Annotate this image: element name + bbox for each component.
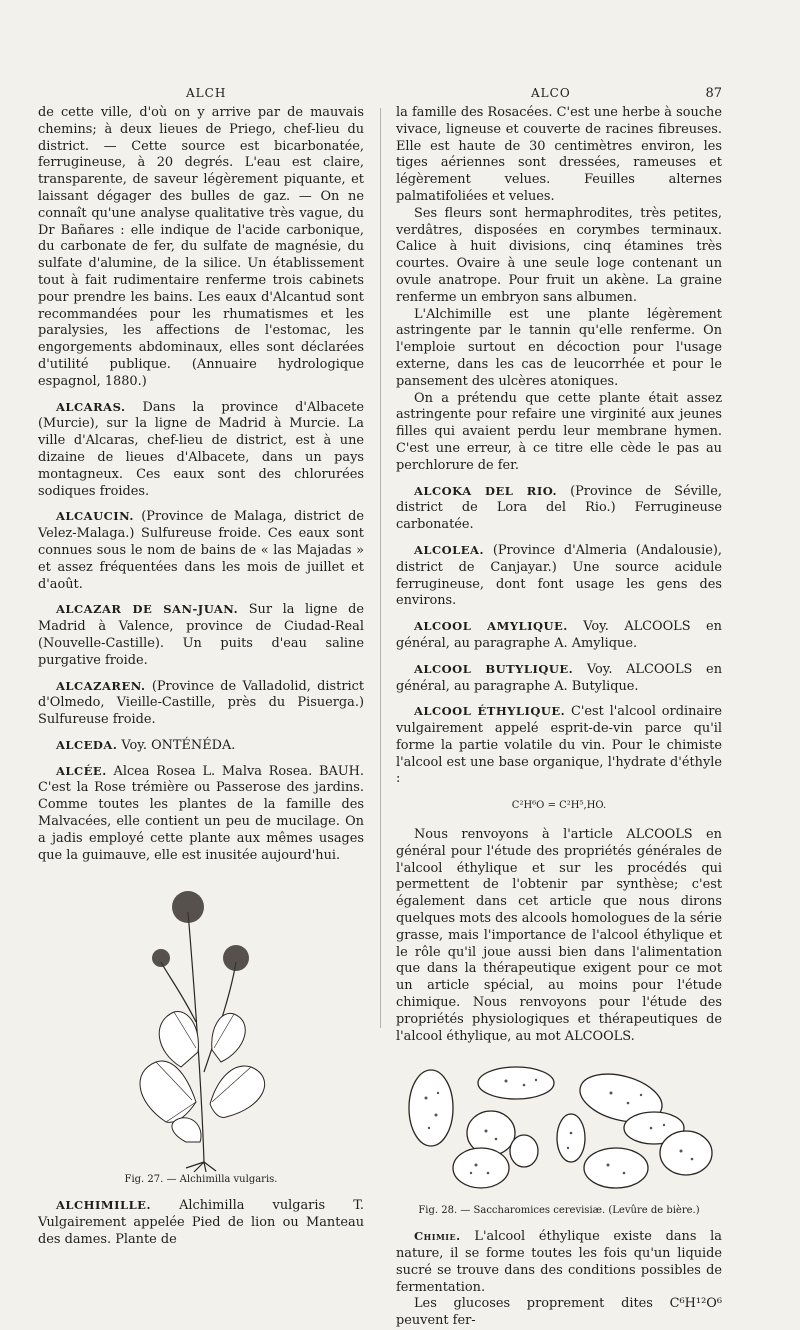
entry-alcool-amylique [396,618,722,653]
entry-term: ALCOLEA. [414,542,484,557]
final-line: Les glucoses proprement dites C⁶H¹²O⁶ peuvent fer- [396,1296,722,1329]
entry-term: ALCAZAR DE SAN-JUAN. [56,602,239,617]
entry-text: Voy. ALCOOLS en général, au paragraphe A. Butylique. [396,661,722,694]
entry-text: Voy. ONTÉNÉDA. [117,737,236,753]
entry-text: Alchimilla vulgaris T. Vulgairement appelée Pied de lion ou Manteau des dames. Plante de [38,1198,364,1247]
entry-term: ALCOOL BUTYLIQUE. [414,661,574,676]
entry-term: ALCÉE. [56,763,107,778]
entry-alcolea [396,542,722,610]
entry-text: (Province de Valladolid, district d'Olmedo, Vieille-Castille, près du Pisuerga.) Sulfureuse froide. [38,678,364,728]
entry-term: Chimie. [414,1229,461,1244]
entry-text: Voy. ALCOOLS en général, au paragraphe A. Amylique. [396,619,722,651]
entry-term: ALCEDA. [56,737,118,752]
paragraph: On a prétendu que cette plante était assez astringente pour refaire une virginité aux jeunes filles qui avaient perdu leur membrane hymen. C'est une erreur, à ce titre elle cède le pas au perchlorure de fer. [396,390,722,473]
running-header [38,84,722,106]
entry-alcool-ethylique [396,703,722,788]
entry-alcool-butylique [396,661,722,696]
paragraph-after-formula: Nous renvoyons à l'article ALCOOLS en général pour l'étude des propriétés générales de l'alcool éthylique et sur les procédés qui permettent de l'obtenir par synthèse; c'est également dans cet article que nous dirons quelques mots des alcools homologues de la série grasse, mais l'importance de l'alcool éthylique et le rôle qu'il joue aussi bien dans l'alimentation que dans la thérapeutique exigent pour ce mot un article spécial, au moins pour l'étude chimique. Nous renvoyons pour l'étude des propriétés physiologiques et thérapeutiques de l'alcool éthylique, au mot ALCOOLS. [396,827,722,1044]
header-right-word: ALCO [531,86,571,100]
entry-alcaras [38,399,364,501]
entry-text: (Province de Séville, district de Lora del Rio.) Ferrugineuse carbonatée. [396,483,722,533]
entry-chimie [396,1228,722,1296]
figure-saccharomyces [396,1053,722,1220]
entry-alcoka-del-rio [396,483,722,534]
paragraph: Ses fleurs sont hermaphrodites, très petites, verdâtres, disposées en corymbes terminaux. Calice à huit divisions, cinq étamines très courtes. Ovaire à une seule loge contenant un ovule anatrope. Pour fruit un akène. La graine renferme un embryon sans albumen. [396,205,722,305]
paragraph: L'Alchimille est une plante légèrement astringente par le tannin qu'elle renferme. On l'emploie surtout en décoction pour l'usage externe, dans les cas de leucorrhée et pour le pansement des ulcères atoniques. [396,306,722,389]
entry-term: ALCOOL ÉTHYLIQUE. [414,704,566,719]
right-column [396,105,722,1329]
entry-text: C'est l'alcool ordinaire vulgairement appelé esprit-de-vin parce qu'il forme la partie volatile du vin. Pour le chimiste l'alcool est une base organique, l'hydrate d'éthyle : [396,704,722,787]
entry-text: Dans la province d'Albacete (Murcie), sur la ligne de Madrid à Murcie. La ville d'Alcaras, chef-lieu de district, est à une dizaine de lieues d'Albacete, dans un pays montagneux. Ces eaux sont des chlorurées sodiques froides. [38,399,364,499]
column-divider [380,108,381,1028]
entry-text: L'alcool éthylique existe dans la nature, il se forme toutes les fois qu'un liquide sucré se trouve dans des conditions possibles de fermentation. [396,1229,722,1295]
entry-term: ALCHIMILLE. [56,1198,151,1213]
page-number: 87 [705,86,722,101]
figure-alchimilla [38,872,364,1189]
entry-alceda [38,737,364,755]
entry-text: Alcea Rosea L. Malva Rosea. BAUH. C'est la Rose trémière ou Passerose des jardins. Comme toutes les plantes de la famille des Malvacées, elle contient un peu de mucilage. On a jadis employé cette plante aux mêmes usages que la guimauve, elle est inusitée aujourd'hui. [38,763,364,863]
figure-27-caption: Fig. 27. — Alchimilla vulgaris. [124,1174,278,1186]
yeast-cells-illustration [396,1053,722,1203]
entry-term: ALCOKA DEL RIO. [414,483,558,498]
paragraph: la famille des Rosacées. C'est une herbe à souche vivace, ligneuse et couverte de racines fibreuses. Elle est haute de 30 centimètres environ, les tiges aériennes sont dressées, rameuses et légèrement velues. Feuilles alternes palmatifoliées et velues. [396,105,722,204]
entry-term: ALCARAS. [56,399,126,414]
entry-text: (Province de Malaga, district de Velez-Malaga.) Sulfureuse froide. Ces eaux sont connues sous le nom de bains de « las Majadas » et assez fréquentées dans les mois de juillet et d'août. [38,509,364,592]
chemical-formula: C²H⁶O = C²H⁵,HO. [511,800,607,812]
entry-alchimille [38,1197,364,1248]
entry-term: ALCAUCIN. [56,509,134,524]
header-left-word: ALCH [186,86,227,100]
entry-alcee [38,763,364,865]
entry-text: Sur la ligne de Madrid à Valence, province de Ciudad-Real (Nouvelle-Castille). Un puits d'eau saline purgative froide. [38,602,364,668]
entry-alcaucin [38,508,364,593]
entry-term: ALCOOL AMYLIQUE. [414,619,568,634]
alchimilla-plant-illustration [126,872,286,1172]
entry-term: ALCAZAREN. [56,678,146,693]
figure-28-caption: Fig. 28. — Saccharomices cerevisiæ. (Levûre de bière.) [418,1205,700,1217]
entry-text: (Province d'Almeria (Andalousie), district de Canjayar.) Une source acidule ferrugineuse, dont font usage les gens des environs. [396,542,722,609]
intro-paragraph: de cette ville, d'où on y arrive par de mauvais chemins; à deux lieues de Priego, chef-lieu du district. — Cette source est bicarbonatée, ferrugineuse, à 20 degrés. L'eau est claire, transparente, de saveur légèrement piquante, et laissant dégager des bulles de gaz. — On ne connaît qu'une analyse qualitative très vague, du Dr Bañares : elle indique de l'acide carbonique, du carbonate de fer, du sulfate de magnésie, du sulfate d'alumine, de la silice. Un établissement tout à fait rudimentaire renferme trois cabinets pour prendre les bains. Les eaux d'Alcantud sont recommandées pour les rhumatismes et les paralysies, les affections de l'estomac, les engorgements abdominaux, elles sont déclarées d'utilité publique. (Annuaire hydrologique espagnol, 1880.) [38,105,364,389]
entry-alcazar-de-san-juan [38,601,364,669]
entry-alcazaren [38,678,364,729]
left-column [38,105,364,1247]
